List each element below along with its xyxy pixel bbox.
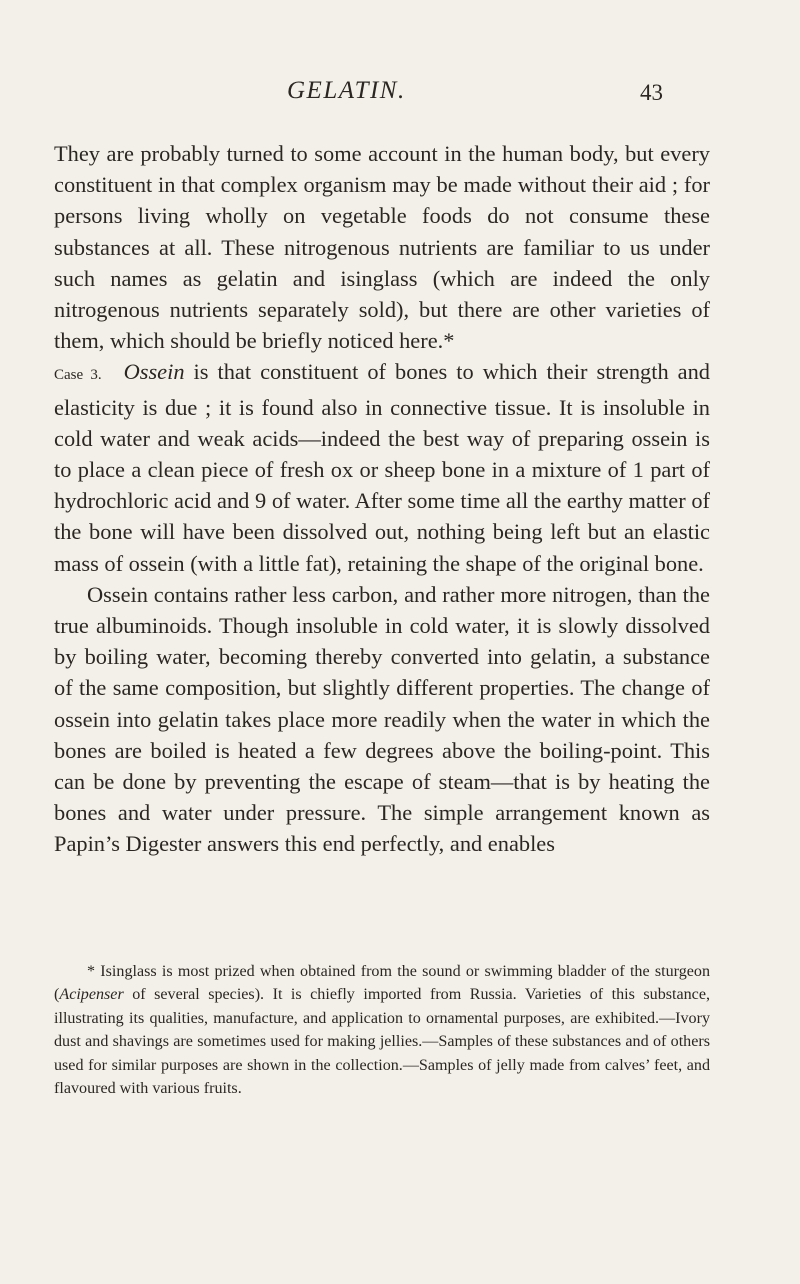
paragraph-ossein-definition <box>54 356 710 578</box>
footnote-isinglass <box>54 960 710 1100</box>
body-text <box>54 138 710 860</box>
paragraph-intro: They are probably turned to some account in the human body, but every constituent in that complex organism may be made without their aid ; for persons living wholly on vegetable foods do not consume these substances at all. These nitrogenous nutrients are familiar to us under such names as gelatin and isinglass (which are indeed the only nitrogenous nutrients separately sold), but there are other varieties of them, which should be briefly noticed here.* <box>54 141 710 354</box>
page-number: 43 <box>640 80 663 105</box>
case-label: Case 3. <box>54 367 102 384</box>
paragraph-ossein-gelatin: Ossein contains rather less carbon, and rather more nitrogen, than the true albuminoids. Though insoluble in cold water, it is slowly dissolved by boiling water, becoming thereby converted into gelatin, a substance of the same composition, but slightly different properties. The change of ossein into gelatin takes place more readily when the water in which the bones are boiled is heated a few degrees above the boiling-point. This can be done by preventing the escape of steam—that is by heating the bones and water under pressure. The simple arrangement known as Papin’s Digester answers this end perfectly, and enables <box>54 581 710 857</box>
footnote <box>54 960 710 1100</box>
footnote-text-before: * Isinglass is most prized when obtained from the sound or swimming bladder of the sturgeon ( <box>54 963 710 1004</box>
footnote-text-after: of several species). It is chiefly imported from Russia. Varieties of this substance, illustrating its qualities, manufacture, and application to ornamental purposes, are exhibited.—Ivory dust and shavings are sometimes used for making jellies.—Samples of these substances and of others used for similar purposes are shown in the collection.—Samples of jelly made from calves’ feet, and flavoured with various fruits. <box>54 986 710 1098</box>
footnote-genus: Acipenser <box>59 986 124 1004</box>
paragraph-ossein-text: is that constituent of bones to which their strength and elasticity is due ; it is found also in connective tissue. It is insoluble in cold water and weak acids—indeed the best way of preparing ossein is to place a clean piece of fresh ox or sheep bone in a mixture of 1 part of hydrochloric acid and 9 of water. After some time all the earthy matter of the bone will have been dissolved out, nothing being left but an elastic mass of ossein (with a little fat), retaining the shape of the original bone. <box>54 359 710 576</box>
term-ossein: Ossein <box>123 359 185 385</box>
running-title: GELATIN. <box>287 77 406 104</box>
